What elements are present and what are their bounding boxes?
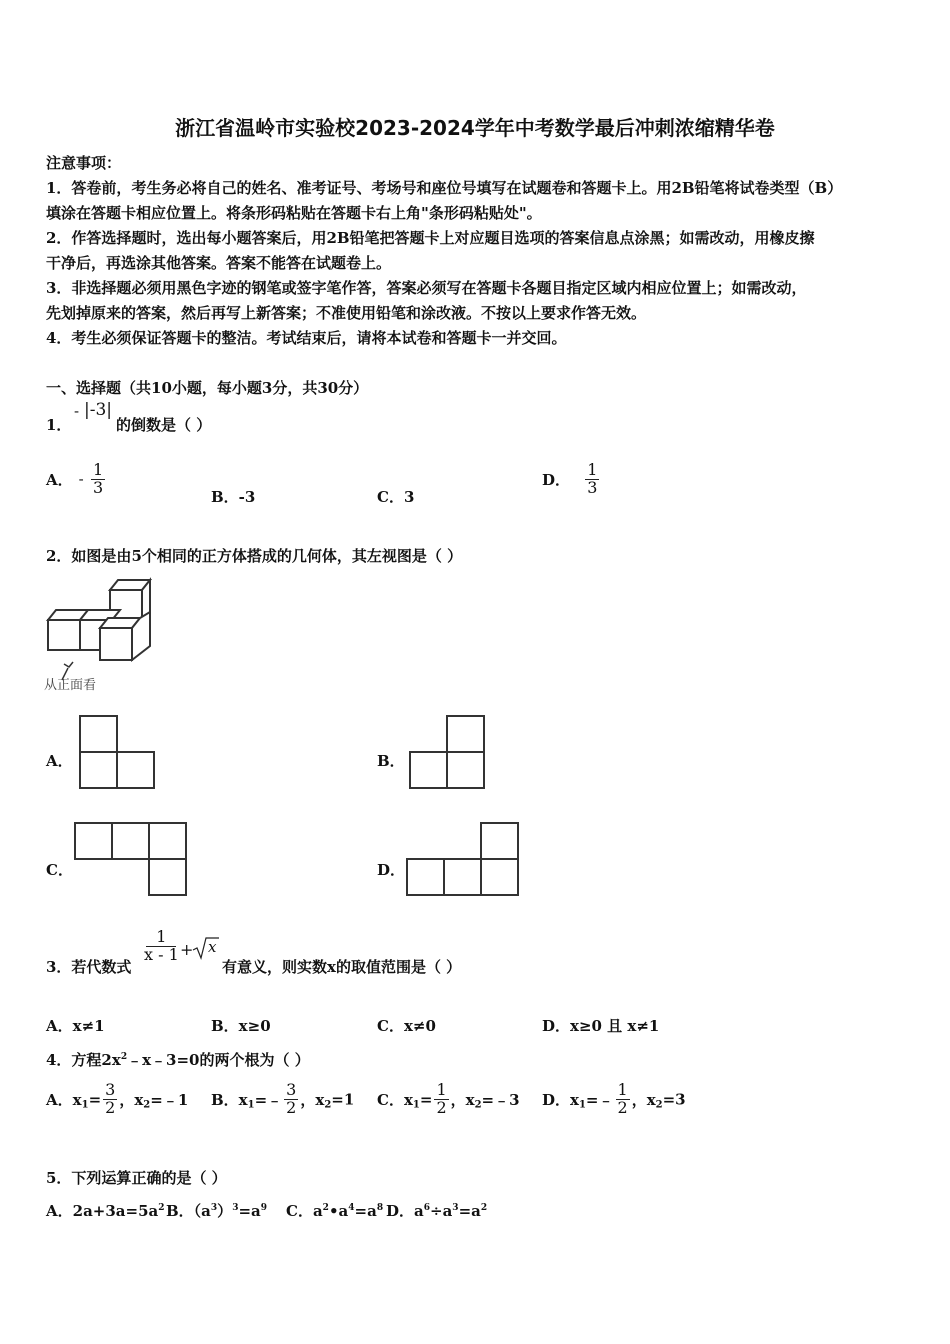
option-d-view-figure [405, 821, 521, 897]
question-3-option-c: C．x≠0 [377, 1017, 436, 1035]
question-5-option-a: A．$2a+3a=5a^2$ [46, 1202, 165, 1220]
question-5-option-d: D．$a^6\div a^3=a^2$ [386, 1202, 488, 1220]
question-5-option-c: C．$a^2•a^4=a^8$ [286, 1202, 384, 1220]
notice-heading: 注意事项： [46, 154, 122, 172]
question-1-option-c: C．3 [377, 488, 415, 506]
question-1-number: 1． [46, 416, 72, 434]
question-3-option-a: A．x≠1 [46, 1017, 105, 1035]
question-3-stem: 有意义，则实数x的取值范围是（ ） [222, 958, 462, 976]
question-3-plus: + [180, 940, 194, 959]
question-5-option-b: B．$(a^3)^3=a^9$ [166, 1202, 268, 1220]
question-4-option-a: A．$x_1=$ $\frac{3}{2}$ ，$x_2=﹣1$ [46, 1080, 189, 1117]
question-1-option-b: B．-3 [211, 488, 256, 506]
question-4-stem: 4．方程$2x^2﹣x﹣3=0$的两个根为（ ） [46, 1051, 310, 1069]
page-title: 浙江省温岭市实验校2023-2024学年中考数学最后冲刺浓缩精华卷 [175, 116, 775, 140]
notice-line: 先划掉原来的答案，然后再写上新答案；不准使用铅笔和涂改液。不按以上要求作答无效。 [46, 304, 647, 322]
figure-caption: 从正面看 [44, 678, 97, 693]
question-3-number: 3．若代数式 [46, 958, 132, 976]
notice-line: 4．考生必须保证答题卡的整洁。考试结束后，请将本试卷和答题卡一并交回。 [46, 329, 567, 347]
option-b-view-figure [408, 714, 488, 790]
question-3-sqrt-var: x [208, 938, 217, 956]
question-4-option-c: C．$x_1=$ $\frac{1}{2}$ ，$x_2=﹣3$ [377, 1080, 520, 1117]
question-1-option-d: D． $\frac{1}{3}$ [542, 460, 598, 497]
notice-line: 2．作答选择题时，选出每小题答案后，用2B铅笔把答题卡上对应题目选项的答案信息点涂黑；如需改动，用橡皮擦 [46, 229, 815, 247]
option-c-view-figure [73, 821, 189, 897]
notice-line: 1．答卷前，考生务必将自己的姓名、准考证号、考场号和座位号填写在试题卷和答题卡上。用2B铅笔将试卷类型（B） [46, 179, 843, 197]
question-2-option-a: A． [46, 752, 73, 770]
question-5-stem: 5．下列运算正确的是（ ） [46, 1169, 227, 1187]
question-2-stem: 2．如图是由5个相同的正方体搭成的几何体，其左视图是（ ） [46, 547, 463, 565]
notice-line: 干净后，再选涂其他答案。答案不能答在试题卷上。 [46, 254, 392, 272]
question-1-abs-expr: |-3| [84, 400, 113, 420]
notice-line: 3．非选择题必须用黑色字迹的钢笔或签字笔作答，答案必须写在答题卡各题目指定区域内相应位置上；如需改动， [46, 279, 807, 297]
question-4-option-d: D．$x_1=﹣$ $\frac{1}{2}$ ，$x_2=3$ [542, 1080, 686, 1117]
option-a-view-figure [78, 714, 158, 790]
question-2-option-d: D． [377, 861, 406, 879]
question-2-option-b: B． [377, 752, 405, 770]
question-1-option-a: A． - $\frac{1}{3}$ [46, 460, 104, 497]
notice-line: 填涂在答题卡相应位置上。将条形码粘贴在答题卡右上角"条形码粘贴处"。 [46, 204, 542, 222]
section-heading: 一、选择题（共10小题，每小题3分，共30分） [46, 379, 369, 397]
question-2-option-c: C． [46, 861, 73, 879]
question-3-fraction: $\frac{1}{x - 1}$ [144, 927, 179, 964]
question-3-option-d: D．x≥0 且 x≠1 [542, 1017, 660, 1035]
question-1-minus: - [74, 402, 80, 420]
question-1-stem: 的倒数是（ ） [116, 416, 212, 434]
question-3-option-b: B．x≥0 [211, 1017, 271, 1035]
question-4-option-b: B．$x_1=﹣$ $\frac{3}{2}$ ，$x_2=1$ [211, 1080, 355, 1117]
